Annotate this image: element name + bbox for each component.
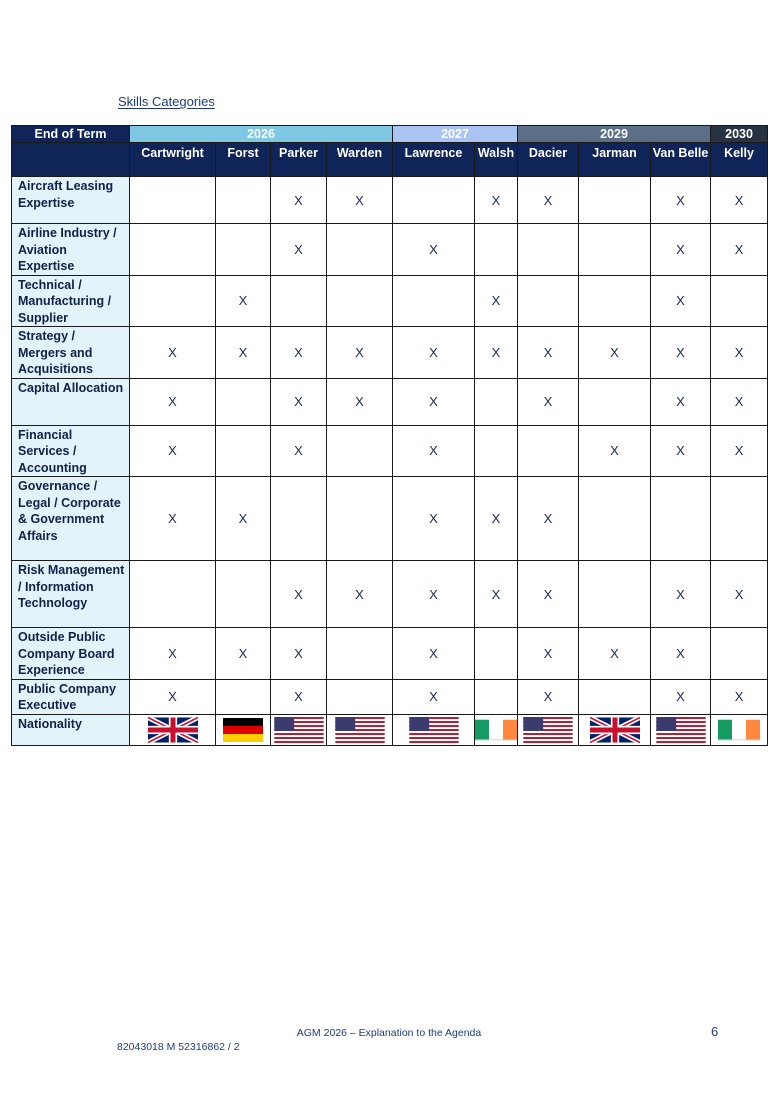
skill-category-label: Governance / Legal / Corporate & Government Affairs (12, 477, 130, 561)
skill-mark: X (393, 425, 475, 477)
empty-cell (475, 378, 518, 425)
skill-mark: X (651, 561, 711, 628)
page-number: 6 (711, 1024, 719, 1039)
skill-category-label: Strategy / Mergers and Acquisitions (12, 327, 130, 379)
skill-row (12, 679, 768, 714)
skill-mark: X (327, 561, 393, 628)
empty-cell (518, 224, 579, 276)
empty-cell (216, 561, 271, 628)
skill-mark: X (271, 628, 327, 680)
skill-category-label: Airline Industry / Aviation Expertise (12, 224, 130, 276)
skill-mark: X (518, 327, 579, 379)
skill-mark: X (393, 378, 475, 425)
empty-cell (518, 425, 579, 477)
skill-mark: X (711, 327, 768, 379)
director-name: Parker (271, 143, 327, 177)
skill-mark: X (271, 327, 327, 379)
term-year-2030: 2030 (711, 126, 768, 143)
uk-flag-icon (130, 717, 215, 743)
usa-flag-icon (271, 717, 326, 743)
uk-flag-icon (579, 717, 650, 743)
skill-mark: X (393, 628, 475, 680)
skill-mark: X (271, 177, 327, 224)
skill-mark: X (271, 224, 327, 276)
skill-mark: X (393, 679, 475, 714)
skill-mark: X (711, 561, 768, 628)
skill-mark: X (216, 628, 271, 680)
skill-mark: X (651, 275, 711, 327)
term-year-row (12, 126, 768, 143)
skill-row (12, 477, 768, 561)
section-title: Skills Categories (118, 94, 215, 109)
skill-mark: X (518, 628, 579, 680)
empty-cell (579, 477, 651, 561)
director-name: Jarman (579, 143, 651, 177)
skill-mark: X (475, 327, 518, 379)
germany-flag-icon (216, 718, 270, 742)
director-name: Dacier (518, 143, 579, 177)
skill-mark: X (271, 378, 327, 425)
skill-mark: X (651, 679, 711, 714)
empty-cell (216, 177, 271, 224)
skill-mark: X (327, 378, 393, 425)
usa-flag-icon (393, 717, 474, 743)
skill-mark: X (216, 327, 271, 379)
skill-category-label: Outside Public Company Board Experience (12, 628, 130, 680)
skill-mark: X (393, 327, 475, 379)
skills-matrix-table (11, 125, 768, 746)
empty-cell (475, 224, 518, 276)
empty-cell (216, 425, 271, 477)
skill-mark: X (130, 378, 216, 425)
skill-mark: X (393, 477, 475, 561)
empty-cell (651, 477, 711, 561)
skill-mark: X (130, 327, 216, 379)
skills-body (12, 177, 768, 746)
skill-mark: X (651, 378, 711, 425)
term-year-2026: 2026 (130, 126, 393, 143)
skill-mark: X (475, 561, 518, 628)
director-name: Forst (216, 143, 271, 177)
empty-cell (579, 378, 651, 425)
empty-cell (130, 275, 216, 327)
skill-mark: X (651, 177, 711, 224)
skill-mark: X (327, 327, 393, 379)
empty-cell (475, 628, 518, 680)
empty-cell (271, 477, 327, 561)
ireland-flag-icon (475, 719, 517, 741)
skill-mark: X (130, 679, 216, 714)
skill-mark: X (711, 679, 768, 714)
empty-cell (475, 679, 518, 714)
director-name: Warden (327, 143, 393, 177)
footer-title: AGM 2026 – Explanation to the Agenda (296, 1027, 482, 1039)
skill-mark: X (518, 561, 579, 628)
empty-cell (711, 275, 768, 327)
skill-mark: X (518, 378, 579, 425)
empty-cell (216, 224, 271, 276)
skill-mark: X (711, 425, 768, 477)
skill-row (12, 628, 768, 680)
skill-category-label: Technical / Manufacturing / Supplier (12, 275, 130, 327)
skill-mark: X (475, 275, 518, 327)
director-name: Kelly (711, 143, 768, 177)
term-year-2027: 2027 (393, 126, 518, 143)
empty-cell (327, 477, 393, 561)
skill-mark: X (651, 327, 711, 379)
usa-flag-icon (651, 717, 710, 743)
empty-cell (579, 275, 651, 327)
skill-row (12, 224, 768, 276)
document-reference: 82043018 M 52316862 / 2 (117, 1041, 240, 1053)
skill-category-label: Aircraft Leasing Expertise (12, 177, 130, 224)
skill-mark: X (130, 628, 216, 680)
empty-cell (327, 275, 393, 327)
end-of-term-label: End of Term (12, 126, 130, 143)
empty-cell (579, 561, 651, 628)
skill-mark: X (711, 378, 768, 425)
usa-flag-icon (518, 717, 578, 743)
director-name: Walsh (475, 143, 518, 177)
skill-category-label: Financial Services / Accounting (12, 425, 130, 477)
empty-cell (393, 275, 475, 327)
skill-row (12, 561, 768, 628)
skill-mark: X (393, 224, 475, 276)
director-name: Cartwright (130, 143, 216, 177)
empty-cell (327, 628, 393, 680)
nationality-row (12, 714, 768, 745)
skill-mark: X (327, 177, 393, 224)
skill-mark: X (518, 477, 579, 561)
director-name-row (12, 143, 768, 177)
skill-row (12, 177, 768, 224)
skill-mark: X (579, 425, 651, 477)
usa-flag-icon (327, 717, 392, 743)
empty-cell (216, 378, 271, 425)
empty-cell (711, 628, 768, 680)
skill-mark: X (651, 425, 711, 477)
empty-cell (327, 425, 393, 477)
empty-cell (130, 224, 216, 276)
empty-cell (711, 477, 768, 561)
skill-mark: X (216, 477, 271, 561)
skill-row (12, 275, 768, 327)
skill-mark: X (271, 425, 327, 477)
ireland-flag-icon (711, 719, 767, 741)
skill-mark: X (271, 679, 327, 714)
empty-cell (393, 177, 475, 224)
skill-category-label: Public Company Executive (12, 679, 130, 714)
skill-mark: X (271, 561, 327, 628)
empty-cell (579, 224, 651, 276)
director-name: Van Belle (651, 143, 711, 177)
skill-mark: X (579, 327, 651, 379)
empty-cell (216, 679, 271, 714)
skill-mark: X (711, 224, 768, 276)
empty-cell (271, 275, 327, 327)
empty-cell (518, 275, 579, 327)
skill-mark: X (475, 177, 518, 224)
empty-cell (130, 561, 216, 628)
director-name: Lawrence (393, 143, 475, 177)
skill-mark: X (130, 425, 216, 477)
skill-row (12, 378, 768, 425)
skill-mark: X (216, 275, 271, 327)
empty-cell (579, 679, 651, 714)
empty-cell (327, 224, 393, 276)
empty-cell (130, 177, 216, 224)
skill-mark: X (518, 679, 579, 714)
skill-row (12, 327, 768, 379)
skill-mark: X (651, 628, 711, 680)
skill-category-label: Capital Allocation (12, 378, 130, 425)
empty-cell (579, 177, 651, 224)
skill-mark: X (130, 477, 216, 561)
skill-mark: X (518, 177, 579, 224)
skill-row (12, 425, 768, 477)
skill-mark: X (579, 628, 651, 680)
skill-mark: X (393, 561, 475, 628)
empty-cell (475, 425, 518, 477)
skill-mark: X (711, 177, 768, 224)
nationality-label: Nationality (12, 714, 130, 745)
term-year-2029: 2029 (518, 126, 711, 143)
header-blank-cell (12, 143, 130, 177)
skill-mark: X (651, 224, 711, 276)
empty-cell (327, 679, 393, 714)
skill-mark: X (475, 477, 518, 561)
skill-category-label: Risk Management / Information Technology (12, 561, 130, 628)
